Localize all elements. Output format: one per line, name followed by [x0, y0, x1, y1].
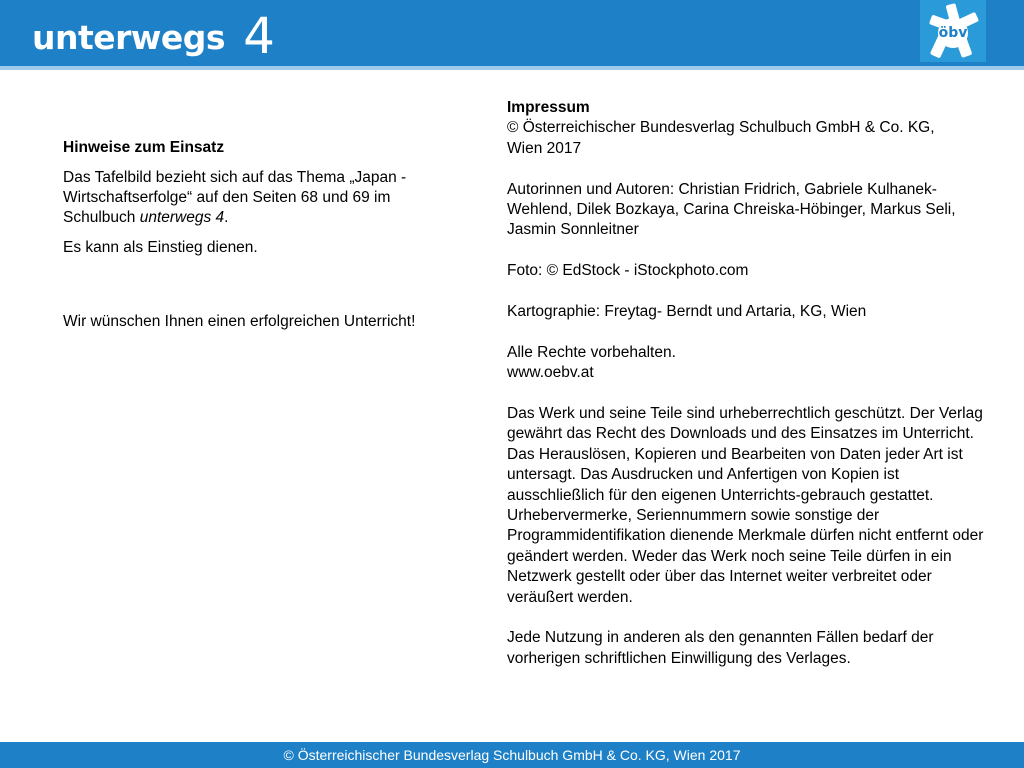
impressum-copyright-line2: Wien 2017 — [507, 139, 582, 157]
closing-line: Wir wünschen Ihnen einen erfolgreichen Unterricht! — [63, 313, 416, 330]
impressum-rights: Alle Rechte vorbehalten. — [507, 343, 676, 361]
usage-notes — [63, 138, 463, 342]
brand-number: 4 — [243, 7, 275, 65]
notes-p1-end: . — [224, 209, 229, 226]
impressum — [507, 98, 997, 669]
logo-text: öbv — [938, 25, 968, 41]
brand-name: unterwegs — [32, 18, 226, 57]
notes-heading: Hinweise zum Einsatz — [63, 139, 225, 156]
footer-copyright: © Österreichischer Bundesverlag Schulbuch GmbH & Co. KG, Wien 2017 — [283, 747, 741, 763]
oebv-logo — [920, 0, 986, 62]
impressum-usage: Jede Nutzung in anderen als den genannten Fällen bedarf der vorherigen schriftlichen Einwilligung des Verlages. — [507, 629, 934, 667]
brand — [32, 7, 275, 65]
impressum-website: www.oebv.at — [507, 364, 594, 382]
header-rule — [0, 66, 1024, 70]
impressum-cartography: Kartographie: Freytag- Berndt und Artaria, KG, Wien — [507, 303, 867, 321]
impressum-copyright-line1: © Österreichischer Bundesverlag Schulbuch GmbH & Co. KG, — [507, 119, 935, 137]
notes-p1-text: Das Tafelbild bezieht sich auf das Thema „Japan - Wirtschaftserfolge“ auf den Seiten 68 und 69 im Schulbuch — [63, 169, 407, 226]
impressum-authors: Autorinnen und Autoren: Christian Fridrich, Gabriele Kulhanek-Wehlend, Dilek Bozkaya, Carina Chreiska-Höbinger, Markus Seli, Jasmin Sonnleitner — [507, 180, 956, 239]
notes-paragraph-1 — [63, 168, 463, 228]
impressum-photo: Foto: © EdStock - iStockphoto.com — [507, 262, 749, 280]
impressum-title: Impressum — [507, 99, 590, 116]
header-bar — [0, 0, 1024, 66]
footer-bar — [0, 742, 1024, 768]
book-title: unterwegs 4 — [139, 209, 225, 226]
impressum-legal: Das Werk und seine Teile sind urheberrechtlich geschützt. Der Verlag gewährt das Recht des Downloads und des Einsatzes im Unterricht. Das Herauslösen, Kopieren und Bearbeiten von Daten jeder Art ist untersagt. Das Ausdrucken und Anfertigen von Kopien ist ausschließlich für den eigenen Unterrichts-gebrauch gestattet. Urhebervermerke, Seriennummern sowie sonstige der Programmidentifikation dienende Merkmale dürfen nicht entfernt oder geändert werden. Weder das Werk noch seine Teile dürfen in ein Netzwerk gestellt oder über das Internet weiter verbreitet oder veräußert werden. — [507, 405, 984, 606]
notes-paragraph-2: Es kann als Einstieg dienen. — [63, 239, 258, 256]
